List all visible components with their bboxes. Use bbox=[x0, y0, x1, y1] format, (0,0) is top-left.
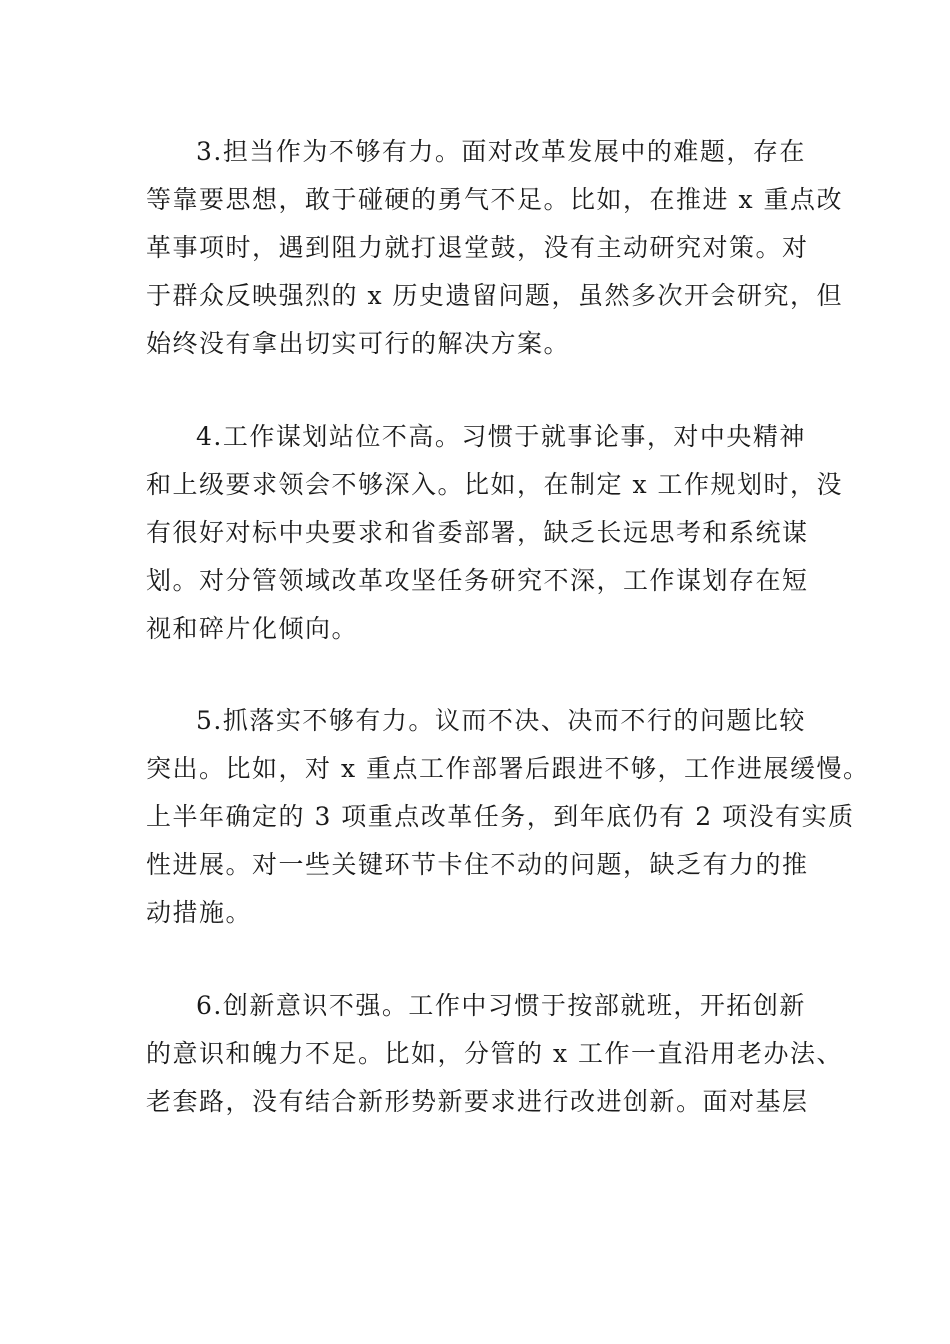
paragraph-5-line-5: 动措施。 bbox=[146, 898, 253, 927]
paragraph-3-line-4: 于群众反映强烈的 x 历史遗留问题，虽然多次开会研究，但 bbox=[146, 281, 843, 310]
paragraph-4-line-3: 有很好对标中央要求和省委部署，缺乏长远思考和系统谋 bbox=[146, 518, 809, 547]
paragraph-3-line-2: 等靠要思想，敢于碰硬的勇气不足。比如，在推进 x 重点改 bbox=[146, 185, 843, 214]
paragraph-6-line-3: 老套路，没有结合新形势新要求进行改进创新。面对基层 bbox=[146, 1087, 809, 1116]
paragraph-4-line-1: 4.工作谋划站位不高。习惯于就事论事，对中央精神 bbox=[196, 422, 806, 451]
paragraph-4-line-4: 划。对分管领域改革攻坚任务研究不深，工作谋划存在短 bbox=[146, 566, 809, 595]
paragraph-4-line-2: 和上级要求领会不够深入。比如，在制定 x 工作规划时，没 bbox=[146, 470, 843, 499]
paragraph-5-line-4: 性进展。对一些关键环节卡住不动的问题，缺乏有力的推 bbox=[146, 850, 809, 879]
paragraph-4-line-5: 视和碎片化倾向。 bbox=[146, 614, 359, 643]
paragraph-5-line-1: 5.抓落实不够有力。议而不决、决而不行的问题比较 bbox=[196, 706, 806, 735]
paragraph-6-line-2: 的意识和魄力不足。比如，分管的 x 工作一直沿用老办法、 bbox=[146, 1039, 843, 1068]
paragraph-5-line-2: 突出。比如，对 x 重点工作部署后跟进不够，工作进展缓慢。 bbox=[146, 754, 870, 783]
paragraph-3-line-1: 3.担当作为不够有力。面对改革发展中的难题，存在 bbox=[196, 137, 806, 166]
paragraph-5-line-3: 上半年确定的 3 项重点改革任务，到年底仍有 2 项没有实质 bbox=[146, 802, 855, 831]
paragraph-6-line-1: 6.创新意识不强。工作中习惯于按部就班，开拓创新 bbox=[196, 991, 806, 1020]
paragraph-3-line-3: 革事项时，遇到阻力就打退堂鼓，没有主动研究对策。对 bbox=[146, 233, 809, 262]
paragraph-3-line-5: 始终没有拿出切实可行的解决方案。 bbox=[146, 329, 571, 358]
